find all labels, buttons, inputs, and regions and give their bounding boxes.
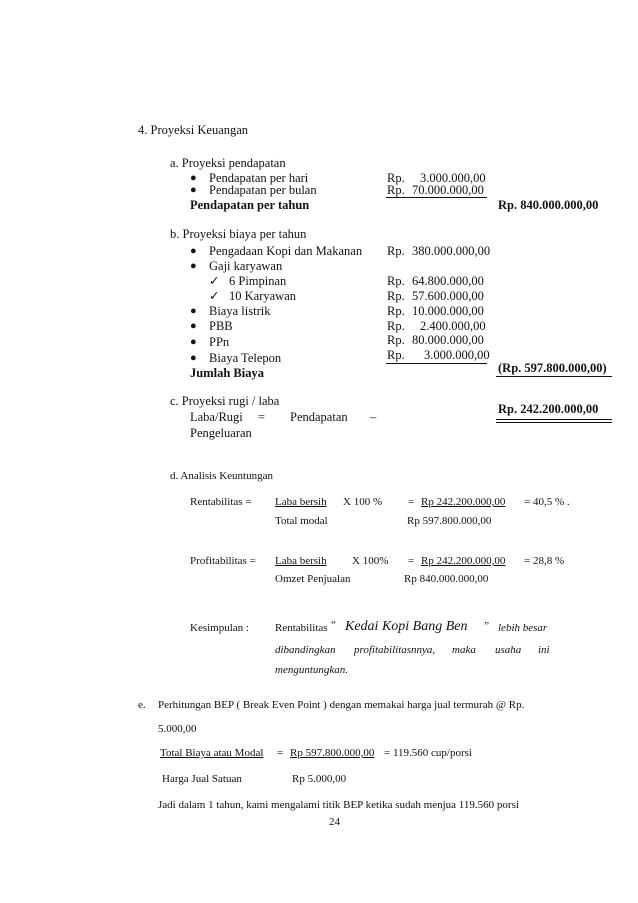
conclusion-line2-e: ini xyxy=(538,644,550,656)
conclusion-open-quote: “ xyxy=(331,619,336,631)
income-per-year-label: Pendapatan per tahun xyxy=(190,198,310,212)
checkmark-icon: ✓ xyxy=(209,274,220,288)
cost-item-label: 10 Karyawan xyxy=(229,289,296,303)
bullet-icon: ● xyxy=(190,320,197,332)
cost-item-value: 80.000.000,00 xyxy=(412,333,484,347)
cost-item-label: Biaya listrik xyxy=(209,304,271,318)
cost-item-rp: Rp. xyxy=(387,289,405,303)
bullet-icon: ● xyxy=(190,305,197,317)
profitabilitas-multiplier: X 100% xyxy=(352,555,389,567)
cost-item-value: 10.000.000,00 xyxy=(412,304,484,318)
rentabilitas-calc: Rp 242.200.000,00 xyxy=(421,496,506,508)
costs-total-label: Jumlah Biaya xyxy=(190,366,264,380)
bullet-icon: ● xyxy=(190,184,197,196)
profitabilitas-eq: = xyxy=(408,555,415,567)
income-heading: a. Proyeksi pendapatan xyxy=(170,156,286,170)
cost-item-rp: Rp. xyxy=(387,333,405,347)
bep-denominator: Harga Jual Satuan xyxy=(162,773,242,785)
profit-underline-2 xyxy=(496,422,612,423)
bep-letter: e. xyxy=(138,699,146,711)
profit-underline xyxy=(496,419,612,420)
bep-intro-line1: Perhitungan BEP ( Break Even Point ) dengan memakai harga jual termurah @ Rp. xyxy=(158,699,525,711)
cost-item-label: PBB xyxy=(209,319,233,333)
profit-formula-c: Pengeluaran xyxy=(190,426,252,440)
costs-total-underline xyxy=(496,376,612,377)
costs-total-value: (Rp. 597.800.000,00) xyxy=(498,361,607,375)
conclusion-line2-c: maka xyxy=(452,644,476,656)
cost-item-rp: Rp. xyxy=(387,304,405,318)
profit-formula-b: Pendapatan xyxy=(290,410,348,424)
income-underline xyxy=(386,197,487,198)
conclusion-tail: lebih besar xyxy=(498,622,548,634)
income-per-year-total: Rp. 840.000.000,00 xyxy=(498,198,599,212)
profitabilitas-result: = 28,8 % xyxy=(524,555,565,567)
cost-item-rp: Rp. xyxy=(387,244,405,258)
rentabilitas-eq: = xyxy=(408,496,415,508)
rentabilitas-multiplier: X 100 % xyxy=(343,496,383,508)
rentabilitas-label: Rentabilitas = xyxy=(190,496,252,508)
cost-item-label: 6 Pimpinan xyxy=(229,274,287,288)
cost-item-value: 2.400.000,00 xyxy=(420,319,486,333)
bep-calc: Rp 597.800.000,00 xyxy=(290,747,375,759)
profit-formula-minus: – xyxy=(370,410,377,424)
bep-eq: = xyxy=(277,747,284,759)
cost-item-value: 57.600.000,00 xyxy=(412,289,484,303)
conclusion-rentabilitas: Rentabilitas xyxy=(275,622,328,634)
income-per-month-label: Pendapatan per bulan xyxy=(209,183,317,197)
profitabilitas-label: Profitabilitas = xyxy=(190,555,256,567)
income-per-day-value: 3.000.000,00 xyxy=(420,171,486,185)
bep-numerator: Total Biaya atau Modal xyxy=(160,747,264,759)
cost-item-label: Biaya Telepon xyxy=(209,351,282,365)
section-title: 4. Proyeksi Keuangan xyxy=(138,123,249,137)
profit-heading: c. Proyeksi rugi / laba xyxy=(170,394,280,408)
cost-item-value: 3.000.000,00 xyxy=(424,348,490,362)
conclusion-label: Kesimpulan : xyxy=(190,622,249,634)
costs-heading: b. Proyeksi biaya per tahun xyxy=(170,227,307,241)
conclusion-business-name: Kedai Kopi Bang Ben xyxy=(345,619,468,634)
profit-formula-a: Laba/Rugi xyxy=(190,410,243,424)
checkmark-icon: ✓ xyxy=(209,289,220,303)
bullet-icon: ● xyxy=(190,245,197,257)
income-per-day-rp: Rp. xyxy=(387,171,405,185)
costs-underline xyxy=(386,363,487,364)
bullet-icon: ● xyxy=(190,336,197,348)
rentabilitas-denominator-value: Rp 597.800.000,00 xyxy=(407,515,492,527)
profitabilitas-denominator-value: Rp 840.000.000,00 xyxy=(404,573,489,585)
cost-item-rp: Rp. xyxy=(387,274,405,288)
income-per-day-label: Pendapatan per hari xyxy=(209,171,309,185)
bullet-icon: ● xyxy=(190,352,197,364)
cost-item-label: Gaji karyawan xyxy=(209,259,283,273)
profitabilitas-calc: Rp 242.200.000,00 xyxy=(421,555,506,567)
profitabilitas-numerator: Laba bersih xyxy=(275,555,327,567)
cost-item-rp: Rp. xyxy=(387,319,405,333)
bep-denominator-value: Rp 5.000,00 xyxy=(292,773,347,785)
bep-intro-line2: 5.000,00 xyxy=(158,723,197,735)
cost-item-value: 64.800.000,00 xyxy=(412,274,484,288)
conclusion-line2-a: dibandingkan xyxy=(275,644,336,656)
bullet-icon: ● xyxy=(190,260,197,272)
cost-item-rp: Rp. xyxy=(387,348,405,362)
income-per-month-rp: Rp. xyxy=(387,183,405,197)
bullet-icon: ● xyxy=(190,172,197,184)
bep-conclusion: Jadi dalam 1 tahun, kami mengalami titik BEP ketika sudah menjua 119.560 porsi xyxy=(158,799,519,811)
conclusion-line3: menguntungkan. xyxy=(275,664,349,676)
page-number: 24 xyxy=(329,816,340,828)
conclusion-line2-b: profitabilitasnnya, xyxy=(354,644,436,656)
profit-formula-eq: = xyxy=(258,410,266,424)
rentabilitas-denominator: Total modal xyxy=(275,515,328,527)
cost-item-label: Pengadaan Kopi dan Makanan xyxy=(209,244,363,258)
conclusion-close-quote: ” xyxy=(483,620,490,632)
cost-item-value: 380.000.000,00 xyxy=(412,244,491,258)
income-per-month-value: 70.000.000,00 xyxy=(412,183,484,197)
profitabilitas-denominator: Omzet Penjualan xyxy=(275,573,351,585)
rentabilitas-result: = 40,5 % . xyxy=(524,496,570,508)
bep-result: = 119.560 cup/porsi xyxy=(384,747,472,759)
rentabilitas-numerator: Laba bersih xyxy=(275,496,327,508)
analysis-heading: d. Analisis Keuntungan xyxy=(170,470,273,482)
cost-item-label: PPn xyxy=(209,335,230,349)
conclusion-line2-d: usaha xyxy=(495,644,522,656)
profit-value: Rp. 242.200.000,00 xyxy=(498,402,599,416)
